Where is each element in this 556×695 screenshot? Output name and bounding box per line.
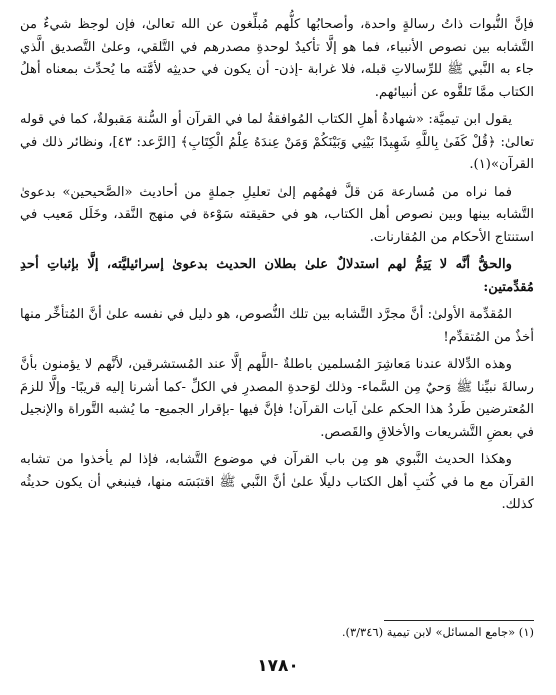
page-number: ١٧٨٠ xyxy=(257,656,299,676)
paragraph-4-thesis: والحقُّ أنَّه لا يَتِمُّ لهم استدلالٌ علىٰ بطلان الحديث بدعوىٰ إسرائيليَّته، إلَّا بإثباتِ أحدِ مُقدِّمتين: xyxy=(20,257,534,295)
paragraph-3: فما نراه من مُسارعة مَن قلَّ فهمُهم إلىٰ تعليلِ جملةٍ من أحاديث «الصَّحيحين» بدعوىٰ التَّشابه بينها وبين نصوص أهل الكتاب، هو في حقيقته سَوْءة في منهج النَّقد، وخَلَل مَعيب في استنتاج الأحكام من المُقارنات. xyxy=(20,184,534,245)
paragraph-1: فإنَّ النُّبوات ذاتُ رسالةٍ واحدة، وأصحابُها كلُّهم مُبلِّغون عن الله تعالىٰ، فإن لوجظ شيءٌ من التَّشابه بين نصوص الأنبياء، فما هو إلَّا تأكيدٌ لوحدةِ مصدرهم في التَّلقي، وعلىٰ التَّصديق الَّذي جاء به النَّبي ﷺ للرِّسالاتِ قبله، فلا غرابة -إذن- أن يكون في حديثِه لأمَّته ما يُحدِّث بمعناه أهلُ الكتاب ممَّا تَلقَّوه عن أنبيائهم. xyxy=(20,17,534,100)
paragraph-7: وهكذا الحديث النَّبوي هو مِن باب القرآن في موضوع التَّشابه، فإذا لم يأخذوا من تشابه القرآن مع ما في كُتبِ أهل الكتاب دليلًا علىٰ أنَّ النَّبي ﷺ اقتبَسَه منها، فينبغي أن يكون حديثُه كذلك. xyxy=(20,452,534,512)
paragraph-6: وهذه الدِّلالة عندنا مَعاشِرَ المُسلمين باطلةٌ -اللَّهم إلَّا عند المُستشرقين، لأنَّهم لا يؤمنون بأنَّ رسالةَ نبيِّنا ﷺ وَحيٌ مِن السَّماء- وذلك لوَحدةِ المصدرِ في الكلِّ -كما أشرنا إليه قريبًا- وإلَّا للزمَ المُعترضين طَردُ هذا الحكم علىٰ آيات القرآن! فإنَّ فيها -بإقرار الجميع- ما يُشبه التَّوراة والإنجيل في بعضِ التَّشريعات والأخلاقِ والقَصص. xyxy=(20,357,534,440)
footnote-separator xyxy=(384,620,534,621)
paragraph-2: يقول ابن تيميَّة: «شهادةُ أهلِ الكتاب المُوافقةُ لما في القرآن أو السُّنة مَقبولةٌ، كما في قوله تعالىٰ: ﴿قُلْ كَفَىٰ بِاللَّهِ شَهِيدًا بَيْنِي وَبَيْنَكُمْ وَمَنْ عِندَهُ عِلْمُ الْكِتَابِ﴾ [الرَّعد: ٤٣]، ونظائر ذلك في القرآن»(١). xyxy=(20,112,534,172)
page-body xyxy=(20,14,534,522)
footnote: (١) «جامع المسائل» لابن تيمية (٣/٣٤٦). xyxy=(341,625,534,639)
paragraph-5-first-premise: المُقدِّمة الأولىٰ: أنَّ مجرَّد التَّشابه بين تلك النُّصوص، هو دليل في نفسه علىٰ أنَّ المُتأخِّر منها أخذٌ من المُتقدِّم! xyxy=(20,307,534,345)
